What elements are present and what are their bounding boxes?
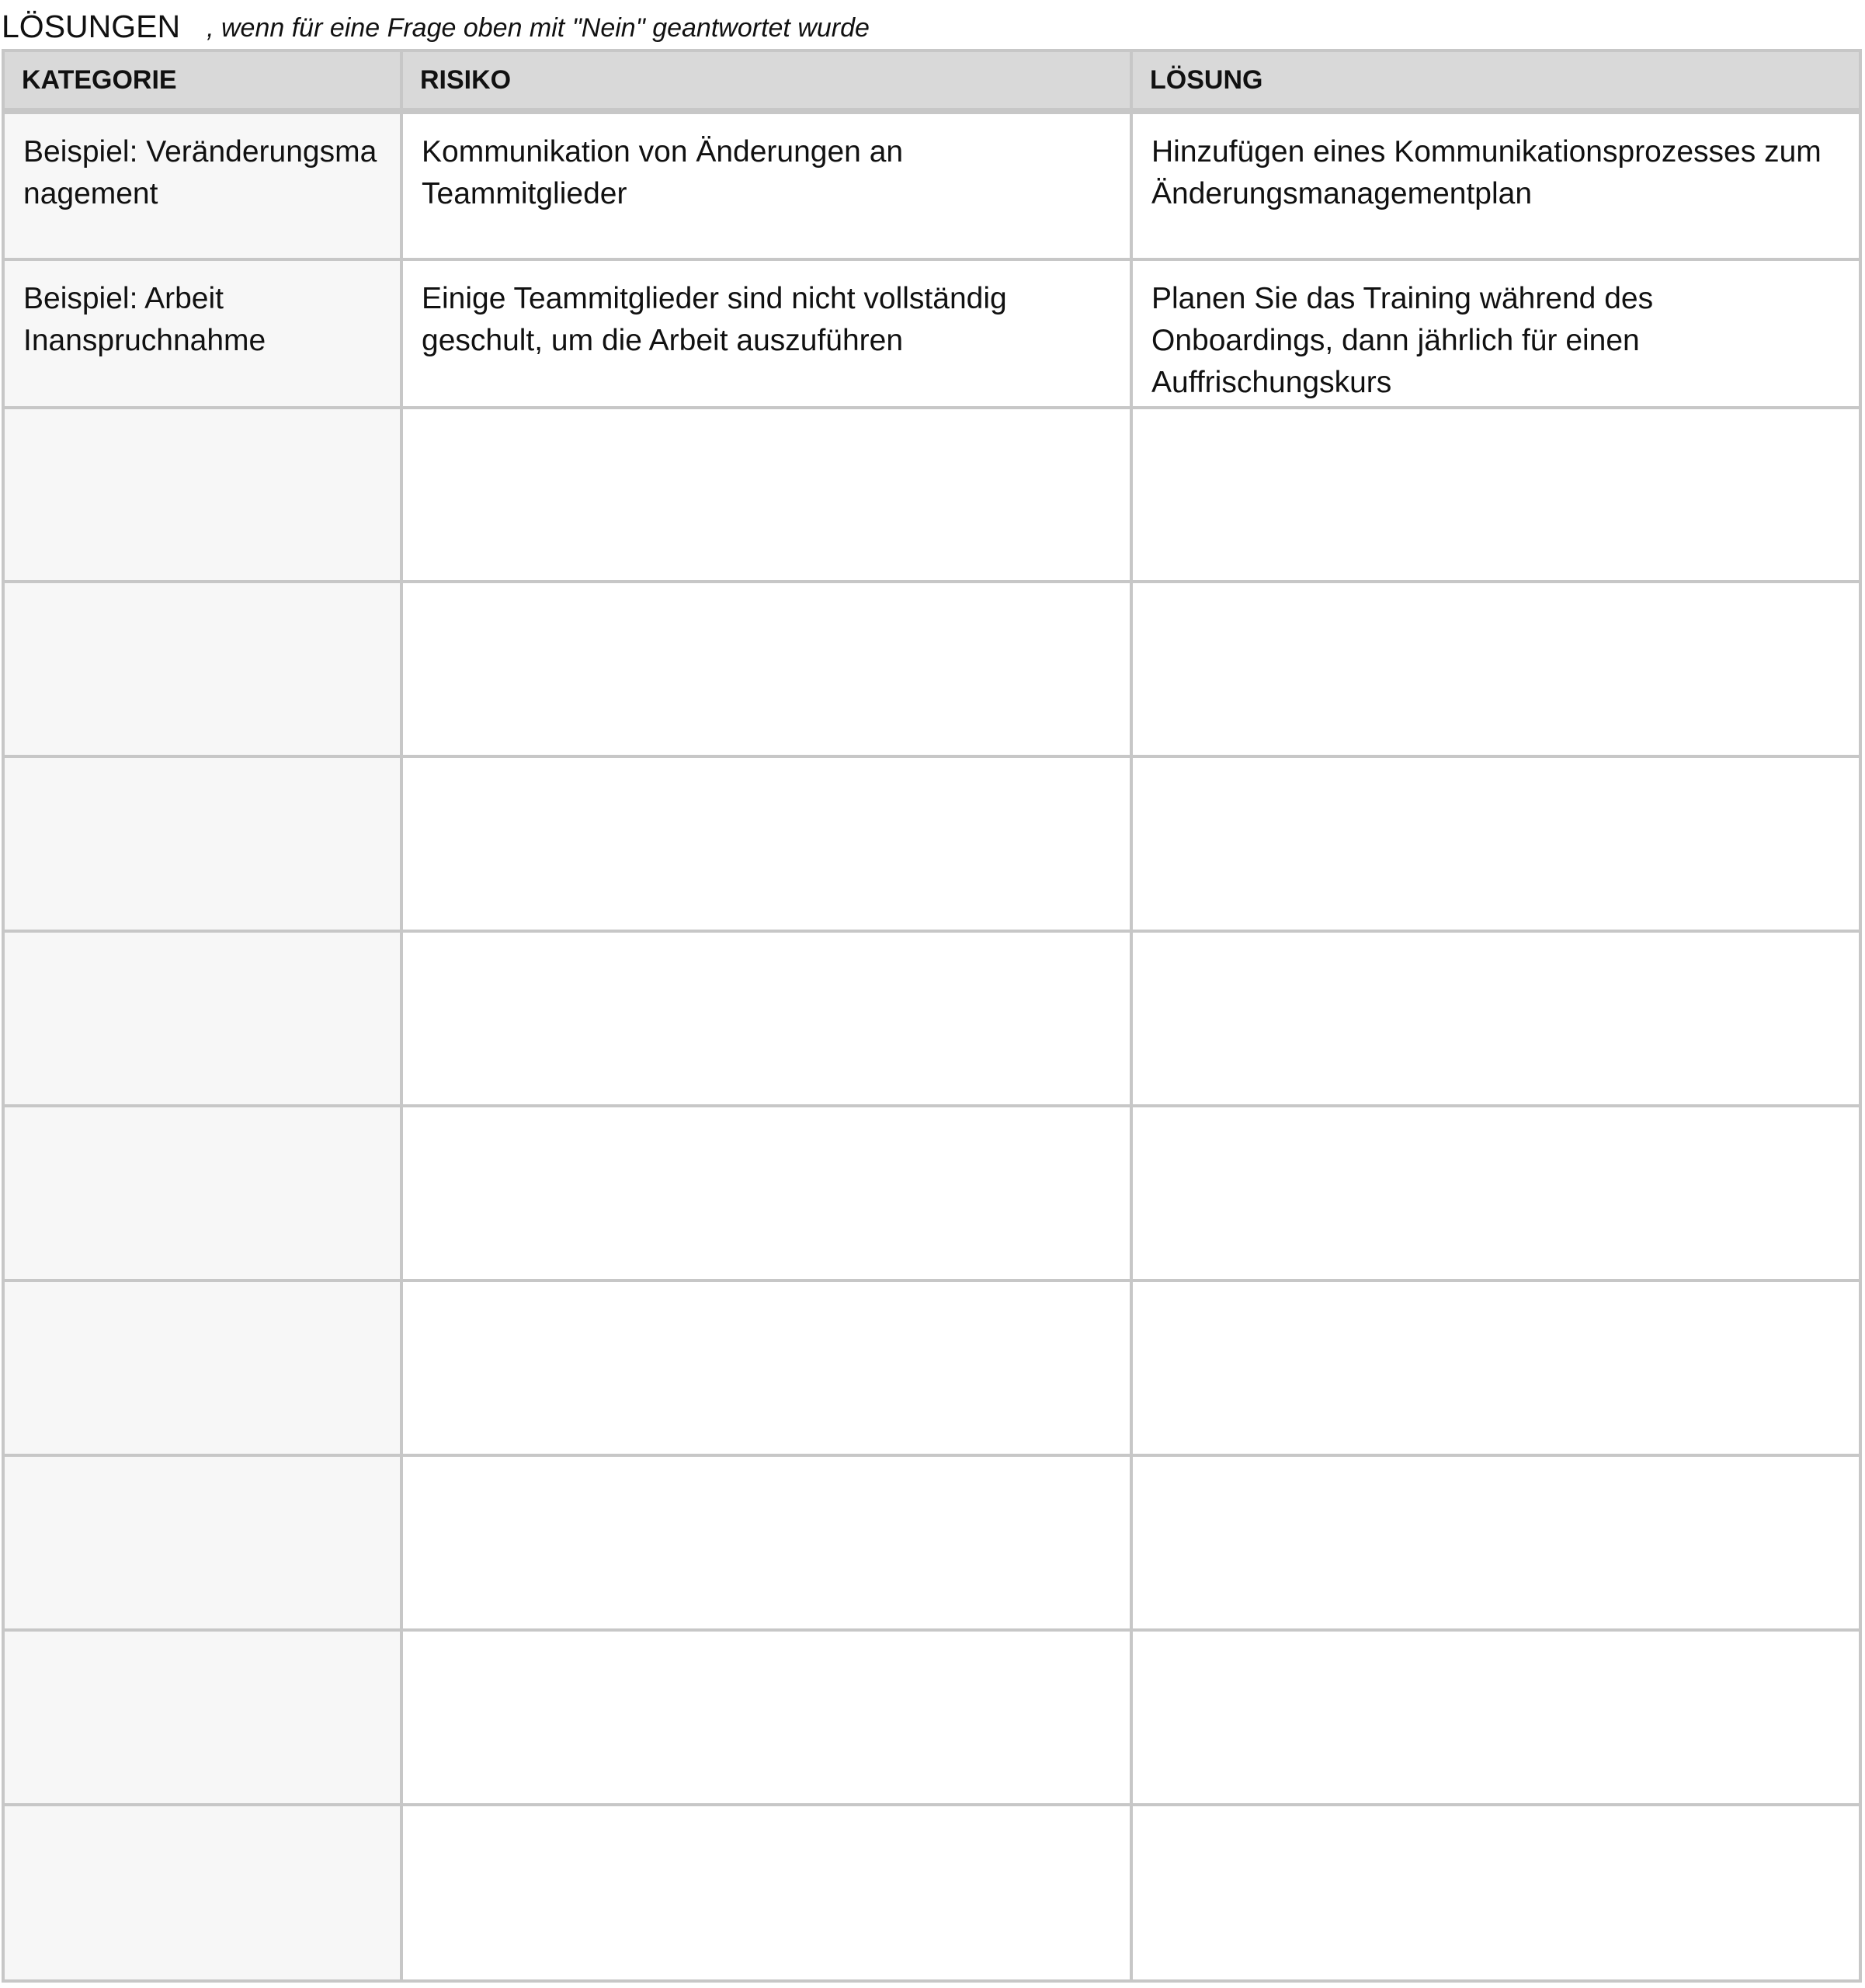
column-header-loesung: LÖSUNG [1131, 52, 1859, 111]
loesung-cell[interactable]: Hinzufügen eines Kommunikationsprozesses zum Änderungsmanagementplan [1131, 111, 1859, 259]
kategorie-cell[interactable] [5, 582, 401, 756]
column-header-kategorie: KATEGORIE [5, 52, 401, 111]
table-row [5, 1106, 1859, 1281]
kategorie-cell[interactable] [5, 756, 401, 931]
loesung-cell[interactable] [1131, 756, 1859, 931]
risiko-cell[interactable]: Einige Teammitglieder sind nicht vollständig geschult, um die Arbeit auszuführen [401, 259, 1131, 408]
page-title: LÖSUNGEN [2, 9, 181, 44]
loesung-cell[interactable] [1131, 1106, 1859, 1281]
page-subtitle: , wenn für eine Frage oben mit "Nein" geantwortet wurde [207, 13, 870, 43]
kategorie-cell[interactable] [5, 1805, 401, 1979]
solutions-table-container [2, 49, 1862, 1983]
risiko-cell[interactable] [401, 582, 1131, 756]
loesung-cell[interactable] [1131, 1455, 1859, 1630]
table-row [5, 111, 1859, 259]
column-header-risiko: RISIKO [401, 52, 1131, 111]
kategorie-cell[interactable] [5, 1630, 401, 1805]
loesung-cell[interactable] [1131, 1805, 1859, 1979]
table-header-row [5, 52, 1859, 111]
page-title-line [2, 0, 870, 45]
kategorie-cell[interactable] [5, 1455, 401, 1630]
loesung-cell[interactable] [1131, 931, 1859, 1106]
table-row [5, 1281, 1859, 1455]
table-row [5, 1805, 1859, 1979]
table-row [5, 1455, 1859, 1630]
kategorie-cell[interactable]: Beispiel: Arbeit Inanspruchnahme [5, 259, 401, 408]
kategorie-cell[interactable]: Beispiel: Veränderungsmanagement [5, 111, 401, 259]
risiko-cell[interactable] [401, 756, 1131, 931]
table-row [5, 1630, 1859, 1805]
risiko-cell[interactable] [401, 1455, 1131, 1630]
loesung-cell[interactable] [1131, 1630, 1859, 1805]
kategorie-cell[interactable] [5, 931, 401, 1106]
loesung-cell[interactable] [1131, 1281, 1859, 1455]
risiko-cell[interactable] [401, 1281, 1131, 1455]
table-row [5, 931, 1859, 1106]
kategorie-cell[interactable] [5, 408, 401, 582]
risiko-cell[interactable] [401, 408, 1131, 582]
kategorie-cell[interactable] [5, 1281, 401, 1455]
risiko-cell[interactable] [401, 1106, 1131, 1281]
risiko-cell[interactable]: Kommunikation von Änderungen an Teammitglieder [401, 111, 1131, 259]
loesung-cell[interactable] [1131, 408, 1859, 582]
risiko-cell[interactable] [401, 1805, 1131, 1979]
table-row [5, 582, 1859, 756]
loesung-cell[interactable]: Planen Sie das Training während des Onboardings, dann jährlich für einen Auffrischungskurs [1131, 259, 1859, 408]
table-row [5, 756, 1859, 931]
risiko-cell[interactable] [401, 931, 1131, 1106]
loesung-cell[interactable] [1131, 582, 1859, 756]
table-row [5, 408, 1859, 582]
solutions-table [5, 52, 1859, 1979]
table-row [5, 259, 1859, 408]
risiko-cell[interactable] [401, 1630, 1131, 1805]
kategorie-cell[interactable] [5, 1106, 401, 1281]
